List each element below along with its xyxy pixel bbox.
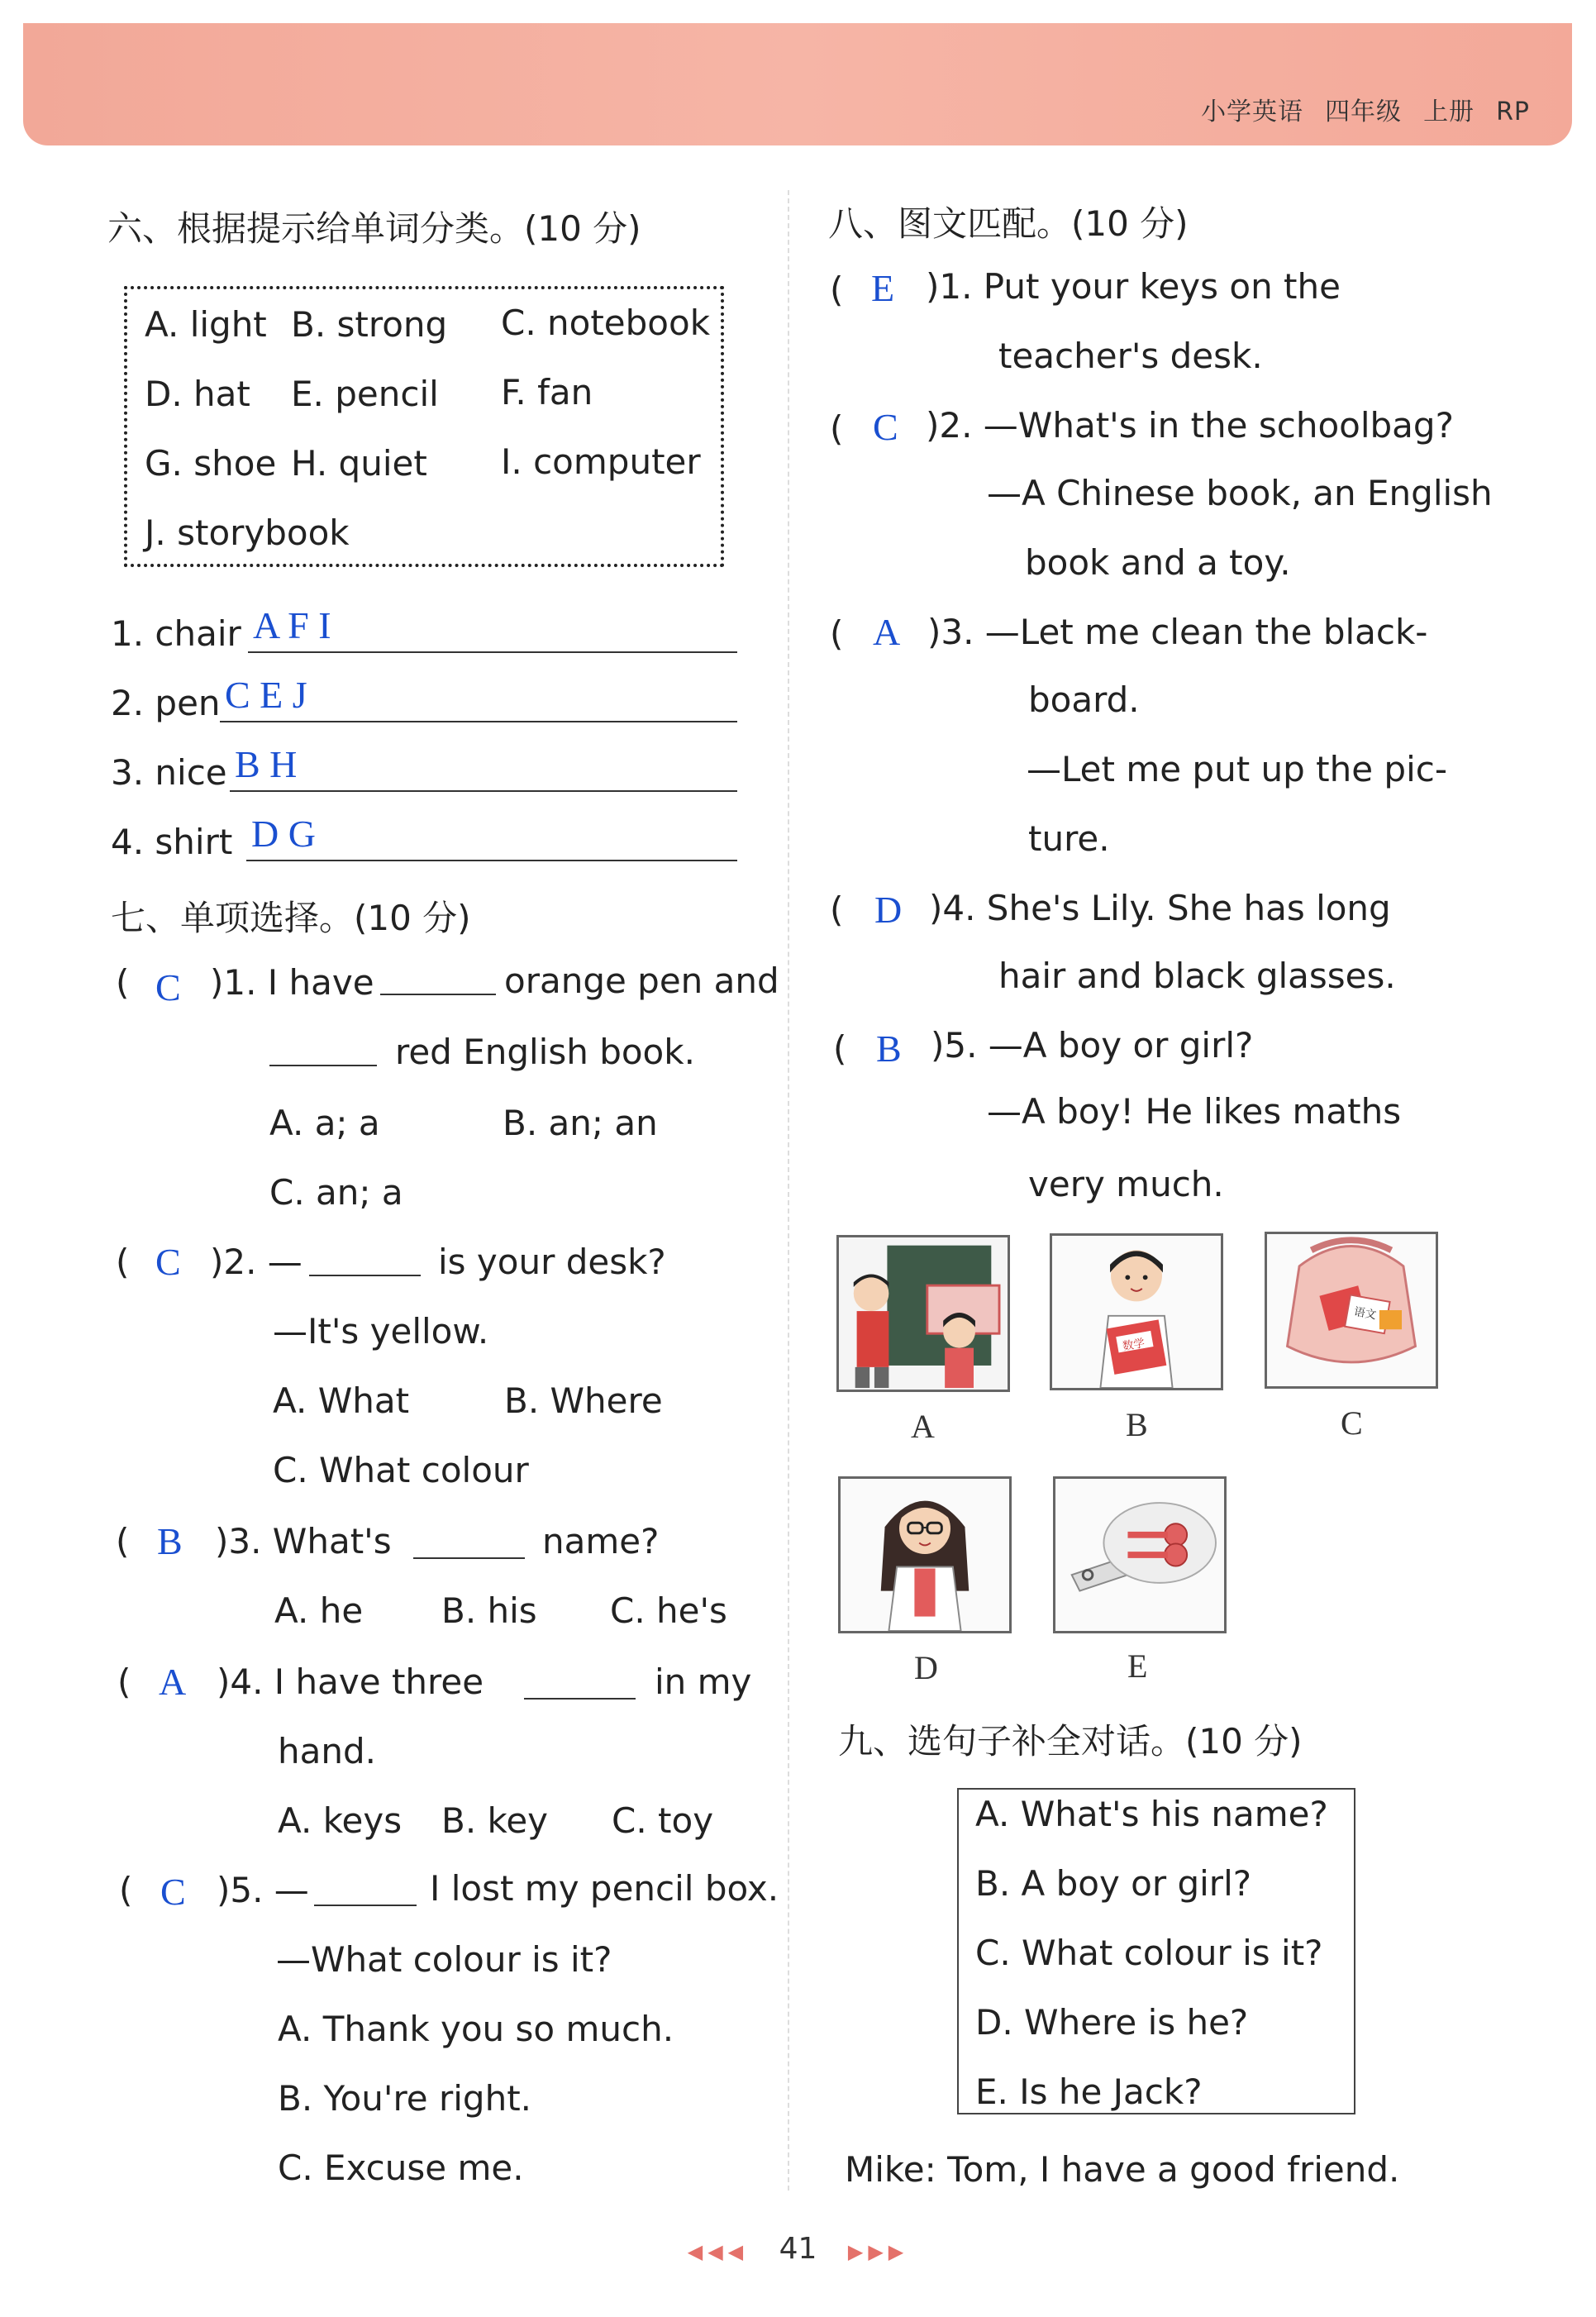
classify-item-2-answer[interactable]: C E J [225, 674, 307, 716]
picture-c-book-text: 语文 [1352, 1304, 1378, 1323]
q4-blank [524, 1666, 636, 1700]
paren-open: ( [830, 889, 844, 930]
word-b: B. strong [291, 304, 448, 345]
paren-open: ( [830, 269, 844, 310]
q3-blank [413, 1526, 525, 1559]
match-1-line-2: teacher's desk. [998, 336, 1263, 376]
q4-text-b: in my [655, 1661, 752, 1702]
match-2-answer[interactable]: C [873, 406, 898, 448]
q1-text-b: orange pen and [504, 961, 779, 1001]
q2-text-a: )2. — [210, 1242, 303, 1282]
picture-e-label: E [1127, 1647, 1148, 1685]
q3-text-a: )3. What's [215, 1521, 392, 1561]
q3-answer[interactable]: B [157, 1520, 183, 1562]
section7-title: 七、单项选择。(10 分) [111, 898, 471, 938]
q1-option-a[interactable]: A. a; a [269, 1103, 380, 1143]
match-3-line-4: ture. [1028, 818, 1110, 859]
classify-item-4-label: 4. shirt [111, 822, 233, 862]
q5-text-a: )5. — [217, 1870, 309, 1910]
section9-title: 九、选句子补全对话。(10 分) [838, 1721, 1303, 1762]
q4-option-c[interactable]: C. toy [612, 1800, 714, 1841]
answer-line [220, 721, 737, 722]
match-3-line-3: —Let me put up the pic- [1027, 749, 1448, 789]
header-edition: RP [1496, 98, 1530, 126]
match-5-line-1: )5. —A boy or girl? [931, 1025, 1254, 1066]
sentence-option-b[interactable]: B. A boy or girl? [975, 1863, 1252, 1904]
answer-line [230, 790, 737, 792]
match-1-line-1: )1. Put your keys on the [926, 266, 1341, 307]
q5-text-b: I lost my pencil box. [430, 1868, 779, 1909]
q5-line-2: —What colour is it? [276, 1939, 612, 1980]
word-a: A. light [145, 304, 267, 345]
picture-e-keys [1053, 1476, 1227, 1633]
word-i: I. computer [501, 441, 701, 482]
paren-open: ( [119, 1870, 133, 1910]
picture-b-label: B [1126, 1406, 1148, 1443]
picture-a-label: A [911, 1408, 935, 1445]
classify-item-1-answer[interactable]: A F I [253, 604, 331, 646]
section6-title: 六、根据提示给单词分类。(10 分) [107, 208, 641, 249]
word-c: C. notebook [501, 303, 711, 343]
sentence-option-e[interactable]: E. Is he Jack? [975, 2071, 1203, 2112]
classify-item-2-label: 2. pen [111, 683, 221, 723]
page-footer [0, 2232, 1596, 2266]
next-arrows-icon: ▶▶▶ [847, 2240, 909, 2263]
word-j: J. storybook [145, 513, 350, 553]
paren-open: ( [116, 1242, 130, 1282]
match-4-answer[interactable]: D [874, 889, 903, 931]
q5-option-c[interactable]: C. Excuse me. [278, 2148, 524, 2188]
q5-blank [314, 1873, 417, 1906]
match-2-line-1: )2. —What's in the schoolbag? [926, 405, 1454, 446]
q4-line-2: hand. [278, 1731, 376, 1771]
classify-item-4-answer[interactable]: D G [251, 813, 316, 855]
q1-answer[interactable]: C [155, 966, 181, 1008]
q3-text-b: name? [542, 1521, 660, 1561]
match-1-answer[interactable]: E [871, 267, 895, 309]
q2-text-b: is your desk? [438, 1242, 666, 1282]
prev-arrows-icon: ◀◀◀ [687, 2240, 749, 2263]
match-3-line-1: )3. —Let me clean the black- [927, 612, 1428, 652]
q2-option-c[interactable]: C. What colour [273, 1450, 529, 1490]
q3-option-a[interactable]: A. he [274, 1590, 364, 1631]
match-2-line-2: —A Chinese book, an English [987, 473, 1493, 513]
q2-line-2: —It's yellow. [273, 1311, 489, 1352]
paren-open: ( [830, 408, 844, 449]
picture-b-book-text: 数学 [1121, 1336, 1146, 1354]
q1-text-c: red English book. [395, 1032, 695, 1072]
header-subject: 小学英语 [1201, 98, 1304, 126]
header-volume: 上册 [1423, 98, 1475, 126]
word-f: F. fan [501, 372, 593, 412]
q1-blank-1 [380, 962, 496, 995]
paren-open: ( [833, 1028, 847, 1069]
sentence-option-a[interactable]: A. What's his name? [975, 1794, 1328, 1834]
classify-item-1-label: 1. chair [111, 613, 241, 654]
q5-answer[interactable]: C [160, 1871, 186, 1913]
header-info [1179, 91, 1530, 127]
sentence-option-c[interactable]: C. What colour is it? [975, 1933, 1323, 1973]
picture-d-girl-glasses [838, 1476, 1012, 1633]
page-number: 41 [779, 2232, 817, 2266]
paren-open: ( [117, 1661, 131, 1702]
picture-d-label: D [914, 1649, 938, 1686]
word-h: H. quiet [291, 443, 427, 484]
q3-option-c[interactable]: C. he's [610, 1590, 727, 1631]
q1-option-b[interactable]: B. an; an [503, 1103, 658, 1143]
classify-item-3-label: 3. nice [111, 752, 227, 793]
column-divider [788, 190, 789, 2191]
match-4-line-1: )4. She's Lily. She has long [929, 888, 1391, 928]
q1-option-c[interactable]: C. an; a [269, 1172, 403, 1213]
q1-text-a: )1. I have [210, 962, 374, 1003]
match-2-line-3: book and a toy. [1025, 542, 1291, 583]
q4-answer[interactable]: A [159, 1661, 187, 1703]
dialogue-line-1: Mike: Tom, I have a good friend. [845, 2149, 1400, 2190]
paren-open: ( [116, 962, 130, 1003]
q5-option-b[interactable]: B. You're right. [278, 2078, 532, 2119]
q5-option-a[interactable]: A. Thank you so much. [278, 2009, 674, 2049]
q3-option-b[interactable]: B. his [441, 1590, 537, 1631]
match-5-line-3: very much. [1028, 1164, 1224, 1204]
match-4-line-2: hair and black glasses. [998, 956, 1396, 996]
q2-option-b[interactable]: B. Where [504, 1380, 663, 1421]
word-g: G. shoe [145, 443, 277, 484]
q4-option-b[interactable]: B. key [441, 1800, 549, 1841]
q4-text-a: )4. I have three [217, 1661, 484, 1702]
picture-c-schoolbag [1265, 1232, 1438, 1389]
match-3-answer[interactable]: A [873, 611, 901, 653]
sentence-option-d[interactable]: D. Where is he? [975, 2002, 1249, 2043]
q2-blank [309, 1243, 421, 1276]
q2-answer[interactable]: C [155, 1241, 181, 1283]
picture-c-label: C [1341, 1404, 1363, 1442]
classify-item-3-answer[interactable]: B H [235, 743, 298, 785]
section8-title: 八、图文匹配。(10 分) [828, 203, 1189, 244]
header-grade: 四年级 [1325, 98, 1403, 126]
q1-blank-2 [269, 1033, 377, 1066]
paren-open: ( [116, 1521, 130, 1561]
answer-line [248, 651, 737, 653]
answer-line [246, 860, 737, 861]
picture-a-cleaning [836, 1235, 1010, 1392]
paren-open: ( [830, 613, 844, 654]
q2-option-a[interactable]: A. What [273, 1380, 410, 1421]
q4-option-a[interactable]: A. keys [278, 1800, 403, 1841]
picture-b-boy-maths [1050, 1233, 1223, 1390]
word-e: E. pencil [291, 374, 439, 414]
word-d: D. hat [145, 374, 250, 414]
match-5-answer[interactable]: B [876, 1027, 902, 1070]
match-5-line-2: —A boy! He likes maths [987, 1091, 1402, 1132]
match-3-line-2: board. [1028, 679, 1140, 720]
